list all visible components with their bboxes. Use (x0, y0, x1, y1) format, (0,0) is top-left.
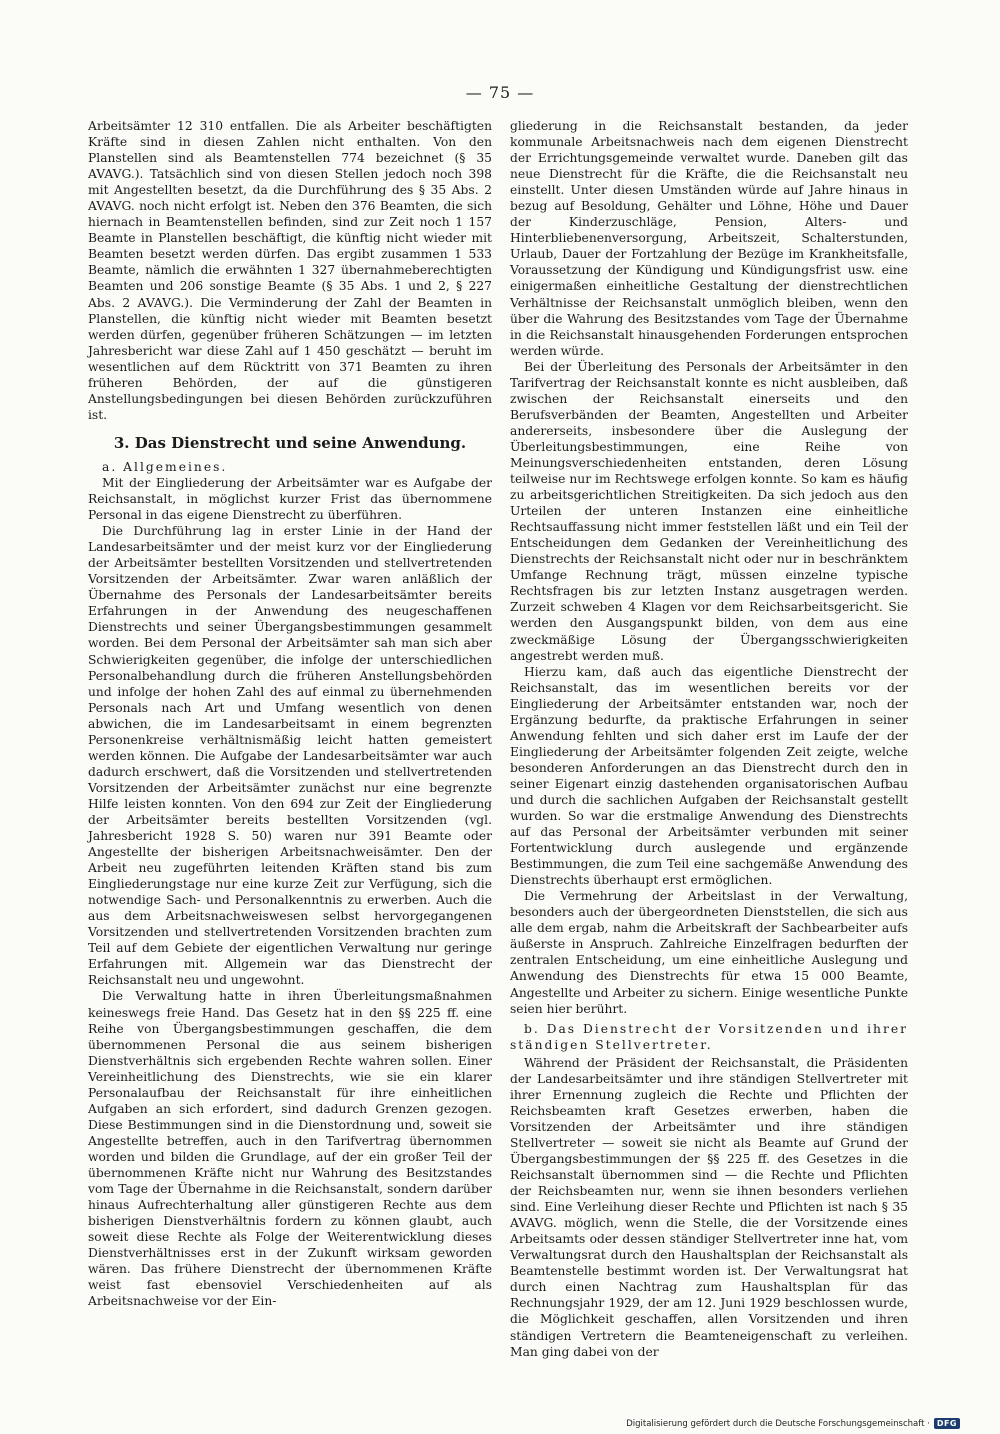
section-heading: 3. Das Dienstrecht und seine Anwendung. (113, 433, 467, 452)
paragraph: Hierzu kam, daß auch das eigentliche Dienstrecht der Reichsanstalt, das im wesentlichen bereits vor der Eingliederung der Arbeitsämter entstanden war, noch der Ergänzung bedurfte, da praktische Erfahrungen in seiner Anwendung fehlten und sich daher erst im Laufe der der Eingliederung der Arbeitsämter folgenden Zeit zeigte, welche besonderen Anforderungen an das Dienstrecht durch den in seiner Eigenart einzig dastehenden organisatorischen Aufbau und durch die sachlichen Aufgaben der Reichsanstalt gestellt wurden. So war die erstmalige Anwendung des Dienstrechts auf das Personal der Arbeitsämter verbunden mit seiner Fortentwicklung durch auslegende und ergänzende Bestimmungen, die zum Teil eine sachgemäße Anwendung des Dienstrechts überhaupt erst ermöglichen. (510, 664, 908, 888)
paragraph: Die Vermehrung der Arbeitslast in der Verwaltung, besonders auch der übergeordneten Dienststellen, die sich aus alle dem ergab, nahm die Arbeitskraft der Sachbearbeiter aufs äußerste in Anspruch. Zahlreiche Einzelfragen bedurften der zentralen Entscheidung, um eine einheitliche Auslegung und Anwendung des Dienstrechts für etwa 15 000 Beamte, Angestellte und Arbeiter zu sichern. Einige wesentliche Punkte seien hier berührt. (510, 889, 908, 1016)
page-number: — 75 — (465, 83, 535, 102)
left-column (88, 118, 492, 1309)
paragraph: Während der Präsident der Reichsanstalt, die Präsidenten der Landesarbeitsämter und ihre ständigen Stellvertreter mit ihrer Ernennung zugleich die Rechte und Pflichten der Reichsbeamten kraft Gesetzes erwerben, haben die Vorsitzenden der Arbeitsämter und ihre ständigen Stellvertreter — soweit sie nicht als Beamte auf Grund der Übergangsbestimmungen der §§ 225 ff. des Gesetzes in die Reichsanstalt übernommen sind — die Rechte und Pflichten der Reichsbeamten nur, wenn sie ihnen besonders verliehen sind. Eine Verleihung dieser Rechte und Pflichten ist nach § 35 AVAVG. möglich, wenn die Stelle, die der Vorsitzende eines Arbeitsamts oder dessen ständiger Stellvertreter inne hat, vom Verwaltungsrat durch den Haushaltsplan der Reichsanstalt als Beamtenstelle bestimmt worden ist. Der Verwaltungsrat hat durch einen Nachtrag zum Haushaltsplan für das Rechnungsjahr 1929, der am 12. Juni 1929 beschlossen wurde, die Möglichkeit geschaffen, allen Vorsitzenden und ihren ständigen Vertretern die Beamteneigenschaft zu verleihen. Man ging dabei von der (510, 1055, 908, 1359)
footer-credit (626, 1418, 960, 1429)
dfg-logo-icon: DFG (934, 1418, 960, 1429)
right-column (510, 118, 908, 1360)
paragraph: Mit der Eingliederung der Arbeitsämter war es Aufgabe der Reichsanstalt, in möglichst kurzer Frist das übernommene Personal in das eigene Dienstrecht zu überführen. (88, 475, 492, 523)
paragraph: Arbeitsämter 12 310 entfallen. Die als Arbeiter beschäftigten Kräfte sind in diesen Zahlen nicht enthalten. Von den Planstellen sind als Beamtenstellen 774 bezeichnet (§ 35 AVAVG.). Tatsächlich sind von diesen Stellen jedoch noch 398 mit Angestellten besetzt, da die Durchführung des § 35 Abs. 2 AVAVG. noch nicht erfolgt ist. Neben den 376 Beamten, die sich hiernach in Beamtenstellen befinden, sind zur Zeit noch 1 157 Beamte in Planstellen beschäftigt, die künftig nicht wieder mit Beamten besetzt werden dürfen. Das ergibt zusammen 1 533 Beamte, nämlich die erwähnten 1 327 übernahmeberechtigten Beamten und 206 sonstige Beamte (§ 35 Abs. 1 und 2, § 227 Abs. 2 AVAVG.). Die Verminderung der Zahl der Beamten in Planstellen, die künftig nicht wieder mit Beamten besetzt werden dürfen, gegenüber früheren Schätzungen — im letzten Jahresbericht war diese Zahl auf 1 450 geschätzt — beruht im wesentlichen auf dem Rücktritt von 371 Beamten zu ihren früheren Behörden, der auf die günstigeren Anstellungsbedingungen bei diesen Behörden zurückzuführen ist. (88, 119, 492, 422)
paragraph: Die Verwaltung hatte in ihren Überleitungsmaßnahmen keineswegs freie Hand. Das Gesetz hat in den §§ 225 ff. eine Reihe von Übergangsbestimmungen geschaffen, die dem übernommenen Personal die aus seinem bisherigen Dienstverhältnis sich ergebenden Rechte wahren sollen. Einer Vereinheitlichung des Dienstrechts, wie sie ein klarer Personalaufbau der Reichsanstalt für ihre einheitlichen Aufgaben an sich erfordert, sind dadurch Grenzen gezogen. Diese Bestimmungen sind in die Dienstordnung und, soweit sie Angestellte betreffen, auch in den Tarifvertrag übernommen worden und bilden die Grundlage, auf der ein großer Teil der übernommenen Kräfte nicht nur Wahrung des Besitzstandes vom Tage der Übernahme in die Reichsanstalt, sondern darüber hinaus Aufrechterhaltung aller günstigeren Rechte aus dem bisherigen Dienstverhältnis fordern zu können glaubt, auch soweit diese Rechte als Folge der Weiterentwicklung dieses Dienstverhältnisses erst in der Zukunft wirksam geworden wären. Das frühere Dienstrecht der übernommenen Kräfte weist fast ebensoviel Verschiedenheiten auf als Arbeitsnachweise vor der Ein- (88, 989, 492, 1309)
subheading: a. Allgemeines. (102, 459, 228, 474)
paragraph: gliederung in die Reichsanstalt bestanden, da jeder kommunale Arbeitsnachweis nach dem eigenen Dienstrecht der Errichtungsgemeinde verwaltet wurde. Daneben gilt das neue Dienstrecht für die Kräfte, die die Reichsanstalt neu einstellt. Unter diesen Umständen würde auf Jahre hinaus in bezug auf Besoldung, Gehälter und Löhne, Höhe und Dauer der Kinderzuschläge, Pension, Alters- und Hinterbliebenenversorgung, Arbeitszeit, Schalterstunden, Urlaub, Dauer der Fortzahlung der Bezüge im Krankheitsfalle, Voraussetzung der Kündigung und Kündigungsfrist usw. eine einigermaßen einheitliche Gestaltung der dienstrechtlichen Verhältnisse der Reichsanstalt unmöglich bleiben, wenn den über die Wahrung des Besitzstandes vom Tage der Übernahme in die Reichsanstalt hinausgehenden Forderungen entsprochen werden würde. (510, 119, 908, 358)
subheading: b. Das Dienstrecht der Vorsitzenden und ihrer ständigen Stellvertreter. (510, 1021, 908, 1052)
credit-text: Digitalisierung gefördert durch die Deutsche Forschungsgemeinschaft · (626, 1418, 930, 1429)
paragraph: Bei der Überleitung des Personals der Arbeitsämter in den Tarifvertrag der Reichsanstalt konnte es nicht ausbleiben, daß zwischen der Reichsanstalt einerseits und den Berufsverbänden der Beamten, Angestellten und Arbeiter andererseits, insbesondere über die Auslegung der Überleitungsbestimmungen, eine Reihe von Meinungsverschiedenheiten entstanden, deren Lösung teilweise nur im Rechtswege erfolgen konnte. So kam es häufig zu arbeitsgerichtlichen Streitigkeiten. Da sich jedoch aus den Urteilen der unteren Instanzen eine einheitliche Rechtsauffassung nicht immer feststellen läßt und ein Teil der Entscheidungen dem Gedanken der Vereinheitlichung des Dienstrechts der Reichsanstalt nicht oder nur in beschränktem Umfange Rechnung trägt, müssen einzelne typische Rechtsfragen bis zur letzten Instanz ausgetragen werden. Zurzeit schweben 4 Klagen vor dem Reichsarbeitsgericht. Sie werden den Ausgangspunkt bilden, von dem aus eine zweckmäßige Lösung der Übergangsschwierigkeiten angestrebt werden muß. (510, 359, 908, 663)
paragraph: Die Durchführung lag in erster Linie in der Hand der Landesarbeitsämter und der meist kurz vor der Eingliederung der Arbeitsämter bestellten Vorsitzenden und stellvertretenden Vorsitzenden der Arbeitsämter. Zwar waren anläßlich der Übernahme des Personals der Landesarbeitsämter bereits Erfahrungen in der Anwendung des neugeschaffenen Dienstrechts und seiner Übergangsbestimmungen gesammelt worden. Bei dem Personal der Arbeitsämter sah man sich aber Schwierigkeiten gegenüber, die infolge der unterschiedlichen Personalbehandlung durch die früheren Anstellungsbehörden und infolge der hohen Zahl des auf einmal zu übernehmenden Personals nach Art und Umfang wesentlich von denen abwichen, die im Landesarbeitsamt in einem begrenzten Personenkreise verhältnismäßig leicht hatten gemeistert werden können. Die Aufgabe der Landesarbeitsämter war auch dadurch erschwert, daß die Vorsitzenden und stellvertretenden Vorsitzenden der Arbeitsämter zunächst nur eine begrenzte Hilfe leisten konnten. Von den 694 zur Zeit der Eingliederung der Arbeitsämter bereits bestellten Vorsitzenden (vgl. Jahresbericht 1928 S. 50) waren nur 391 Beamte oder Angestellte der bisherigen Arbeitsnachweisämter. Den der Arbeit neu zugeführten leitenden Kräften stand bis zum Eingliederungstage nur eine kurze Zeit zur Verfügung, sich die notwendige Sach- und Personalkenntnis zu erwerben. Auch die aus dem Arbeitsnachweiswesen selbst hervorgegangenen Vorsitzenden und stellvertretenden Vorsitzenden brachten zum Teil auf dem Gebiete der eigentlichen Verwaltung nur geringe Erfahrungen mit. Allgemein war das Dienstrecht der Reichsanstalt neu und ungewohnt. (88, 524, 492, 988)
